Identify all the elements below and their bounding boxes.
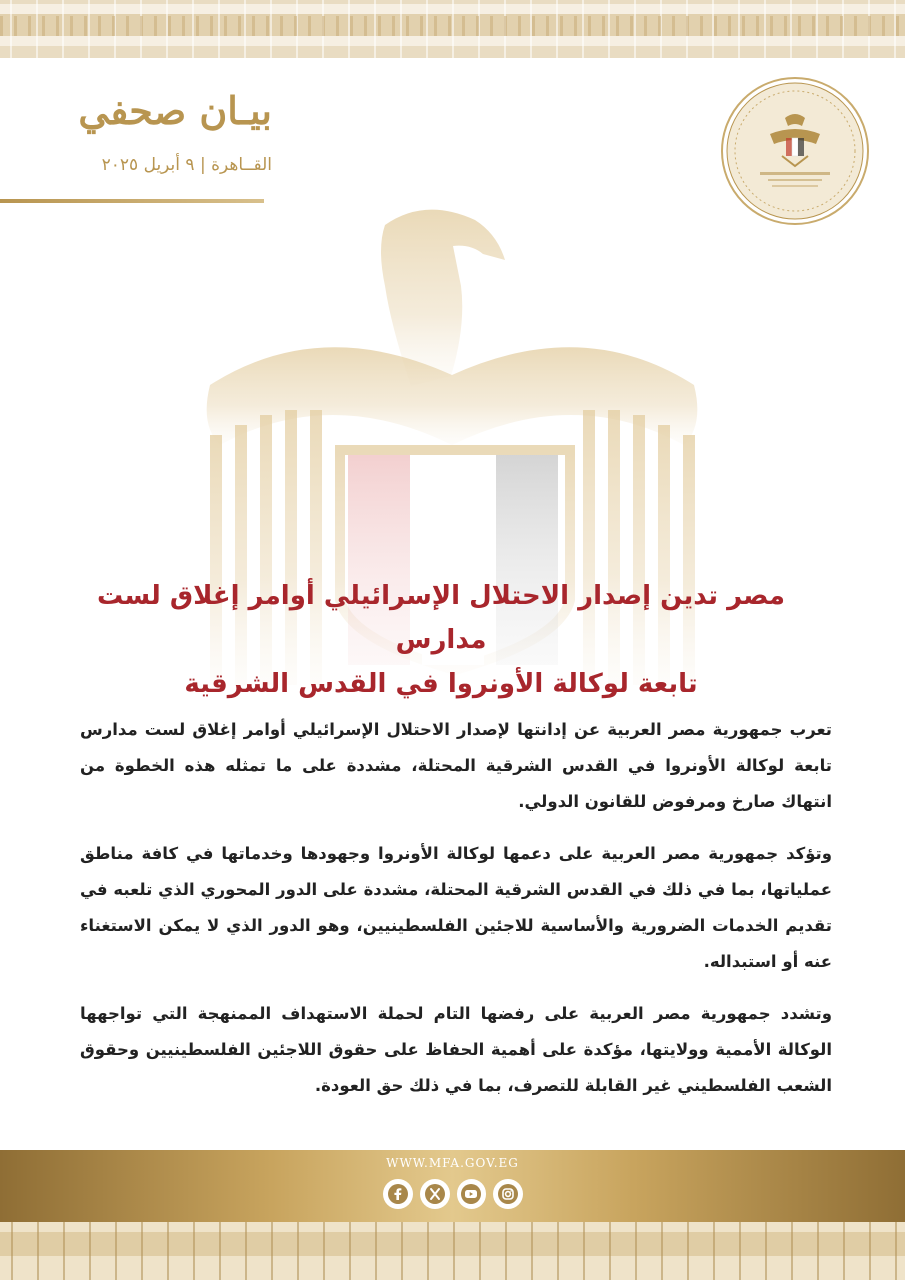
statement-title-line-1: مصر تدين إصدار الاحتلال الإسرائيلي أوامر إغلاق لست مدارس	[97, 581, 785, 655]
footer	[0, 1150, 905, 1280]
instagram-icon[interactable]	[493, 1179, 523, 1209]
border-motif	[0, 16, 905, 36]
top-decorative-border	[0, 0, 905, 58]
footer-decorative-border	[0, 1222, 905, 1280]
press-release-heading: بيـان صحفي	[78, 88, 272, 133]
header-divider	[0, 199, 264, 203]
statement-title-line-2: تابعة لوكالة الأونروا في القدس الشرقية	[184, 669, 698, 699]
statement-paragraph-2: وتؤكد جمهورية مصر العربية على دعمها لوكالة الأونروا وجهودها وخدماتها في كافة مناطق عملياتها، بما في ذلك في القدس الشرقية المحتلة، مشددة على الدور المحوري الذي تلعبه في تقديم الخدمات الضرورية والأساسية للاجئين الفلسطينيين، وهو الدور الذي لا يمكن الاستغناء عنه أو استبداله.	[80, 844, 832, 971]
x-icon[interactable]	[420, 1179, 450, 1209]
footer-band	[0, 1150, 905, 1222]
statement-paragraph-3: وتشدد جمهورية مصر العربية على رفضها التام لحملة الاستهداف الممنهجة التي تواجهها الوكالة الأممية وولايتها، مؤكدة على أهمية الحفاظ على حقوق اللاجئين الفلسطينيين وحقوق الشعب الفلسطيني غير القابلة للتصرف، بما في ذلك حق العودة.	[80, 1004, 832, 1095]
date-line: القــاهرة | ٩ أبريل ٢٠٢٥	[101, 155, 272, 175]
youtube-icon[interactable]	[457, 1179, 487, 1209]
website-link[interactable]: WWW.MFA.GOV.EG	[386, 1156, 519, 1170]
ministry-seal-logo	[720, 76, 870, 226]
statement-title	[60, 574, 822, 706]
statement-paragraph-1: تعرب جمهورية مصر العربية عن إدانتها لإصدار الاحتلال الإسرائيلي أوامر إغلاق لست مدارس تابعة لوكالة الأونروا في القدس الشرقية المحتلة، مشددة على ما تمثله هذه الخطوة من انتهاك صارخ ومرفوض للقانون الدولي.	[80, 720, 832, 811]
facebook-icon[interactable]	[383, 1179, 413, 1209]
social-icons	[383, 1179, 523, 1209]
